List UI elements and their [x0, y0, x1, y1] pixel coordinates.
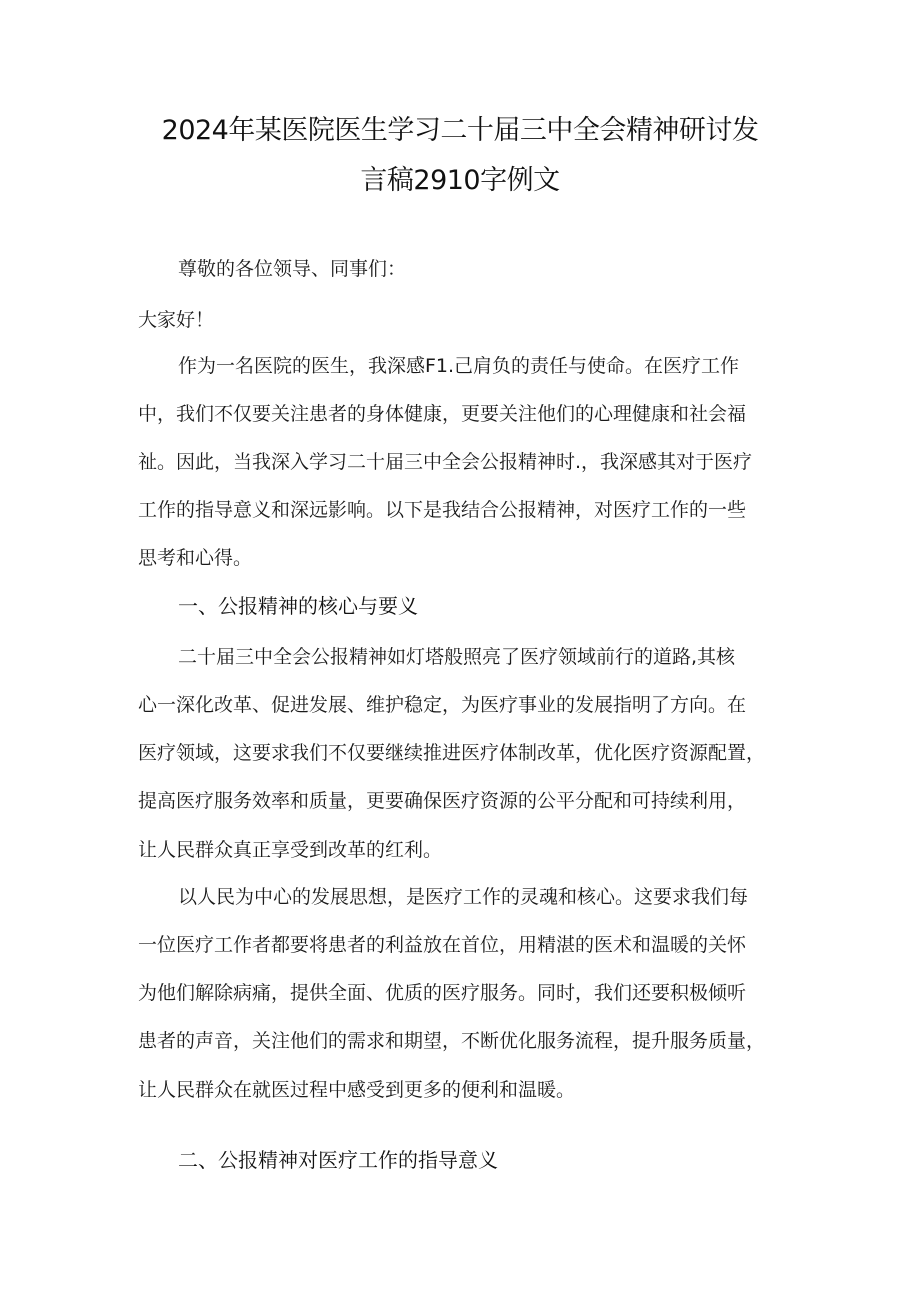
section-1-para-2-line: 患者的声音，关注他们的需求和期望，不断优化服务流程，提升服务质量，: [138, 1030, 766, 1052]
intro-line: 作为一名医院的医生，我深感F1.己肩负的责任与使命。在医疗工作: [178, 355, 740, 377]
section-2-heading: 二、公报精神对医疗工作的指导意义: [178, 1148, 498, 1172]
section-1-para-2-line: 让人民群众在就医过程中感受到更多的便利和温暖。: [138, 1079, 576, 1101]
intro-line: 思考和心得。: [138, 547, 253, 569]
section-1-para-2-line: 一位医疗工作者都要将患者的利益放在首位，用精湛的医术和温暖的关怀: [138, 934, 747, 956]
document-title-line-1: 2024年某医院医生学习二十届三中全会精神研讨发: [161, 115, 759, 146]
intro-line: 祉。因此，当我深入学习二十届三中全会公报精神时.，我深感其对于医疗: [138, 451, 753, 473]
section-1-para-1-line: 心一深化改革、促进发展、维护稳定，为医疗事业的发展指明了方向。在: [138, 694, 747, 716]
section-1-para-2-line: 为他们解除病痛，提供全面、优质的医疗服务。同时，我们还要积极倾听: [138, 982, 747, 1004]
greeting: 大家好！: [138, 309, 215, 331]
section-1-para-2-line: 以人民为中心的发展思想，是医疗工作的灵魂和核心。这要求我们每: [178, 886, 749, 908]
section-1-para-1-line: 提高医疗服务效率和质量，更要确保医疗资源的公平分配和可持续利用，: [138, 790, 747, 812]
section-1-para-1-line: 医疗领域，这要求我们不仅要继续推进医疗体制改革，优化医疗资源配置，: [138, 742, 766, 764]
intro-line: 中，我们不仅要关注患者的身体健康，更要关注他们的心理健康和社会福: [138, 403, 747, 425]
document-title-line-2: 言稿2910字例文: [360, 165, 560, 196]
section-1-para-1-line: 二十届三中全会公报精神如灯塔般照亮了医疗领域前行的道路,其核: [178, 646, 736, 668]
salutation: 尊敬的各位领导、同事们：: [178, 258, 407, 280]
section-1-heading: 一、公报精神的核心与要义: [178, 594, 418, 618]
section-1-para-1-line: 让人民群众真正享受到改革的红利。: [138, 839, 443, 861]
intro-line: 工作的指导意义和深远影响。以下是我结合公报精神，对医疗工作的一些: [138, 499, 747, 521]
